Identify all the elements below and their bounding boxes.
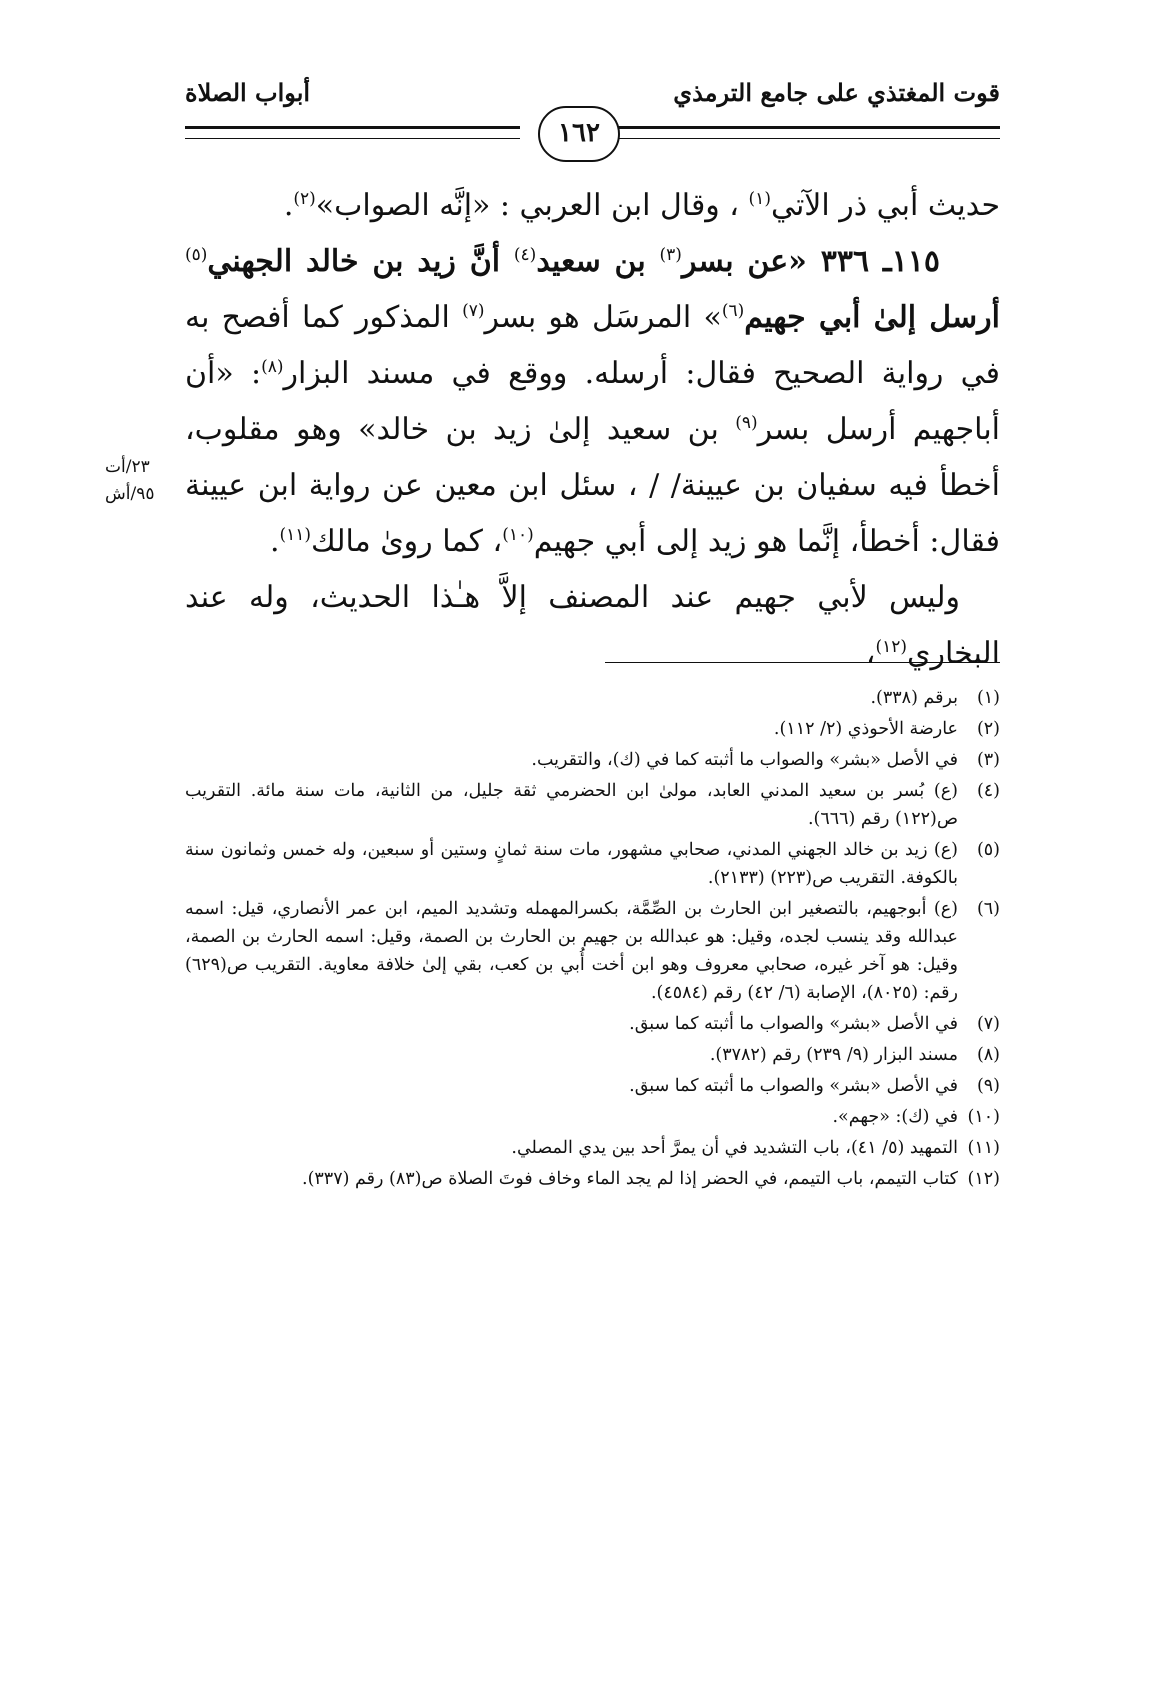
- footnote-ref[interactable]: (١٢): [875, 637, 907, 657]
- header-rule-right: [580, 126, 1000, 139]
- footnote: [185, 1010, 1000, 1038]
- text-span: وليس لأبي جهيم عند المصنف إلاَّ هـٰذا الحديث، وله عند البخاري: [185, 580, 1000, 671]
- footnote-text: في الأصل «بشر» والصواب ما أثبته كما في (ك)، والتقريب.: [531, 750, 958, 770]
- footnote-text: (ع) زيد بن خالد الجهني المدني، صحابي مشهور، مات سنة ثمانٍ وستين أو سبعين، وله خمس وثمانون سنة بالكوفة. التقريب ص(٢٢٣) (٢١٣٣).: [185, 840, 958, 888]
- text-span: : «أن أباجهيم أرسل بسر: [185, 356, 1000, 447]
- hadith-paragraph: [185, 234, 1000, 570]
- footnote: [185, 1072, 1000, 1100]
- paragraph-1: [185, 178, 1000, 234]
- footnote: [185, 836, 1000, 892]
- footnote: [185, 895, 1000, 1007]
- footnote-text: كتاب التيمم، باب التيمم، في الحضر إذا لم يجد الماء وخاف فوتَ الصلاة ص(٨٣) رقم (٣٣٧).: [302, 1169, 958, 1189]
- footnote-text: في (ك): «جهم».: [832, 1107, 958, 1127]
- header-rule-left: [185, 126, 520, 139]
- footnote: [185, 1134, 1000, 1162]
- footnote: [185, 1165, 1000, 1193]
- footnote-text: (ع) بُسر بن سعيد المدني العابد، مولىٰ ابن الحضرمي ثقة جليل، من الثانية، مات سنة مائة. التقريب ص(١٢٢) رقم (٦٦٦).: [185, 781, 958, 829]
- footnote-number: (١): [976, 688, 1000, 708]
- footnote-text: عارضة الأحوذي (٢/ ١١٢).: [773, 719, 958, 739]
- chapter-title: أبواب الصلاة: [185, 78, 311, 107]
- footnote-text: في الأصل «بشر» والصواب ما أثبته كما سبق.: [629, 1014, 958, 1034]
- text-span: ، وقال ابن العربي : «إنَّه الصواب»: [315, 188, 749, 223]
- text-span: ،: [865, 636, 876, 671]
- footnote-number: (١٠): [967, 1107, 1000, 1127]
- footnote-number: (٥): [976, 840, 1000, 860]
- paragraph-last: [185, 570, 1000, 682]
- margin-note: ٩٥/أش: [105, 484, 155, 504]
- text-span: .: [269, 524, 280, 559]
- footnote: [185, 1041, 1000, 1069]
- footnote-text: مسند البزار (٩/ ٢٣٩) رقم (٣٧٨٢).: [709, 1045, 958, 1065]
- footnote-ref[interactable]: (١١): [279, 525, 312, 545]
- footnote-number: (٢): [976, 719, 1000, 739]
- footnote-ref[interactable]: (٥): [185, 245, 208, 265]
- footnote-number: (٨): [976, 1045, 1000, 1065]
- footnote-ref[interactable]: (٢): [293, 189, 316, 209]
- text-span: » المرسَل هو بسر: [484, 300, 722, 335]
- footnote: [185, 746, 1000, 774]
- page-header: [0, 78, 1150, 168]
- footnote-text: برقم (٣٣٨).: [870, 688, 958, 708]
- footnote-number: (٣): [976, 750, 1000, 770]
- footnote-ref[interactable]: (٤): [513, 245, 537, 265]
- footnote-ref[interactable]: (١): [748, 189, 771, 209]
- page-number: ١٦٢: [538, 106, 620, 162]
- footnote-text: التمهيد (٥/ ٤١)، باب التشديد في أن يمرَّ أحد بين يدي المصلي.: [511, 1138, 958, 1158]
- text-span: .: [283, 188, 294, 223]
- footnote-ref[interactable]: (٨): [261, 357, 284, 377]
- footnote-number: (١١): [967, 1138, 1000, 1158]
- text-span: حديث أبي ذر الآتي: [770, 188, 1000, 223]
- footnote-separator: [605, 662, 1000, 663]
- main-text: [185, 178, 1000, 682]
- footnote-ref[interactable]: (٩): [735, 413, 758, 433]
- footnotes: [185, 684, 1000, 1196]
- hadith-text: أنَّ زيد بن خالد الجهني: [207, 244, 514, 279]
- footnote: [185, 1103, 1000, 1131]
- hadith-text: بن سعيد: [536, 244, 660, 279]
- footnote-text: في الأصل «بشر» والصواب ما أثبته كما سبق.: [629, 1076, 958, 1096]
- footnote-number: (٩): [976, 1076, 1000, 1096]
- footnote-ref[interactable]: (٧): [462, 301, 485, 321]
- text-span: ، كما روىٰ مالك: [311, 524, 503, 559]
- footnote-ref[interactable]: (٣): [659, 245, 682, 265]
- margin-note: ٢٣/أت: [105, 457, 150, 477]
- text-span: بن سعيد إلىٰ زيد بن خالد» وهو مقلوب، أخطأ فيه سفيان بن عيينة/ / ، سئل ابن معين عن رواية ابن عيينة فقال: أخطأ، إنَّما هو زيد إلى أبي جهيم: [185, 412, 1000, 559]
- footnote-ref[interactable]: (١٠): [502, 525, 534, 545]
- footnote: [185, 715, 1000, 743]
- hadith-text: «عن بسر: [681, 244, 807, 279]
- hadith-text: أرسل إلىٰ أبي جهيم: [744, 300, 1000, 335]
- book-title: قوت المغتذي على جامع الترمذي: [673, 78, 1000, 107]
- footnote-number: (٦): [976, 899, 1000, 919]
- hadith-number: ١١٥ـ ٣٣٦: [806, 244, 940, 279]
- footnote: [185, 684, 1000, 712]
- footnote-ref[interactable]: (٦): [721, 301, 745, 321]
- footnote-number: (٤): [976, 781, 1000, 801]
- text-span: المذكور كما أفصح به في رواية الصحيح فقال: أرسله. ووقع في مسند البزار: [185, 300, 1000, 391]
- footnote-number: (١٢): [967, 1169, 1000, 1189]
- footnote-number: (٧): [976, 1014, 1000, 1034]
- footnote: [185, 777, 1000, 833]
- footnote-text: (ع) أبوجهيم، بالتصغير ابن الحارث بن الصِّمَّة، بكسرالمهمله وتشديد الميم، ابن عمر الأنصاري، قيل: اسمه عبدالله وقد ينسب لجده، وقيل: هو عبدالله بن جهيم بن الحارث بن الصمة، وقيل: اسمه الحارث بن الصمة، وقيل: هو آخر غيره، صحابي معروف وهو ابن أخت أُبي بن كعب، بقي إلىٰ خلافة معاوية. التقريب ص(٦٢٩) رقم: (٨٠٢٥)، الإصابة (٦/ ٤٢) رقم (٤٥٨٤).: [185, 899, 958, 1003]
